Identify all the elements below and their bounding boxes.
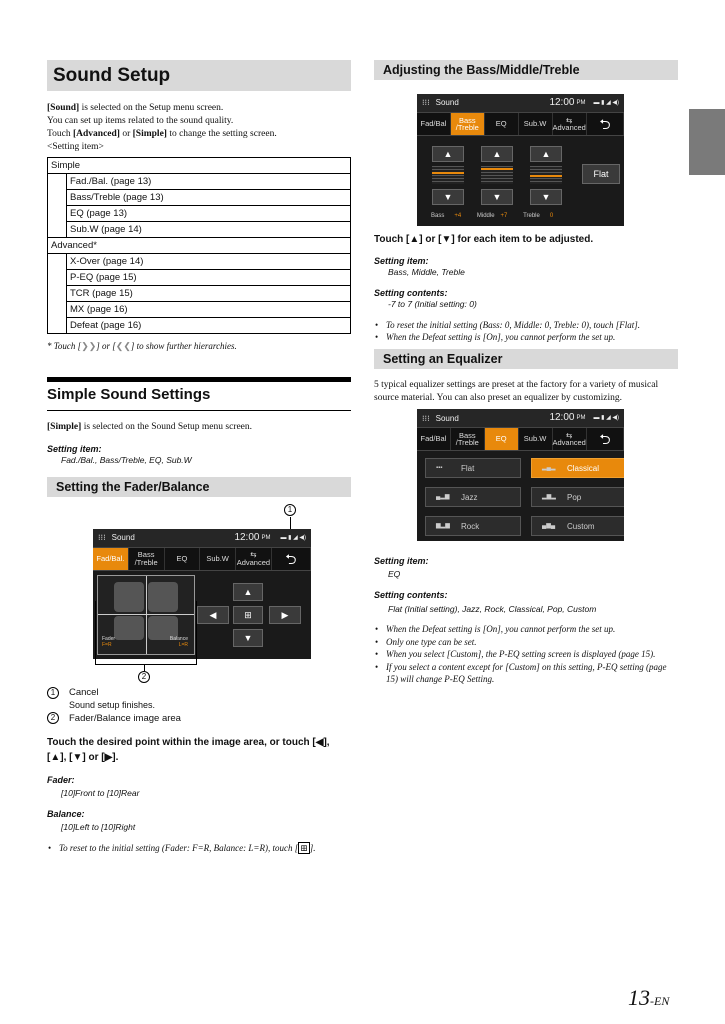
list-item: • When the Defeat setting is [On], you cannot perform the set up. [374, 331, 678, 343]
bmt-instruction [374, 233, 678, 247]
table-cell: MX (page 16) [67, 302, 351, 318]
tab-eq[interactable]: EQ [485, 428, 519, 450]
instr-text: ] or [ [419, 234, 442, 245]
middle-value: +7 [500, 213, 508, 219]
down-button[interactable] [233, 629, 263, 647]
bmt-contents-heading: Setting contents: [374, 287, 448, 298]
table-cell: Bass/Treble (page 13) [67, 190, 351, 206]
menu-icon: ⁝⁝⁝ [422, 413, 430, 423]
bass-down-button[interactable] [432, 189, 464, 205]
eq-pop-button[interactable] [531, 487, 624, 507]
eq-preset-icon: ▂▄▂ [542, 464, 556, 471]
intro-text-2: You can set up items related to the sound quality. [47, 116, 234, 127]
fader-heading: Fader: [47, 774, 75, 785]
bmt-readout [431, 212, 553, 220]
status-icons: ▬ ▮ ◢ ◀) [593, 99, 619, 106]
instr-text: ] or [ [82, 751, 105, 763]
tab-subw[interactable]: Sub.W [519, 113, 553, 135]
eq-preset-label: Jazz [461, 492, 478, 502]
balance-label: Balance [169, 635, 188, 642]
tab-fad-bal[interactable]: Fad/Bal [417, 113, 451, 135]
instr-text: Touch the desired point within the image area, or touch [ [47, 736, 316, 748]
tab-eq[interactable]: EQ [485, 113, 519, 135]
list-item: • When you select [Custom], the P-EQ setting screen is displayed (page 15). [374, 648, 678, 660]
eq-preset-icon: ▆▂▆ [436, 522, 450, 529]
treble-up-button[interactable] [530, 146, 562, 162]
treble-value: 0 [549, 213, 554, 219]
clock-pm: PM [261, 534, 271, 541]
up-arrow-icon: ▲ [50, 751, 61, 763]
cancel-button[interactable] [272, 548, 311, 570]
fader-instruction [47, 735, 351, 765]
eq-jazz-button[interactable] [425, 487, 521, 507]
left-arrow-icon: ◀ [315, 736, 324, 748]
tab-subw[interactable]: Sub.W [519, 428, 553, 450]
down-arrow-icon: ▼ [443, 191, 453, 202]
instr-text: Touch [ [374, 234, 410, 245]
swap-icon: ⇆ [566, 430, 573, 440]
menu-icon: ⁝⁝⁝ [98, 533, 106, 543]
eq-preset-label: Rock [461, 521, 480, 531]
return-icon: ⮌ [599, 116, 611, 132]
setting-items-table [47, 157, 351, 334]
tab-subw[interactable]: Sub.W [200, 548, 236, 570]
tab-bar [417, 112, 624, 136]
tab-bar [93, 547, 311, 571]
tab-advanced-label: Advanced [552, 438, 586, 448]
status-icons: ▬ ▮ ◢ ◀) [593, 414, 619, 421]
center-icon: ⊞ [300, 842, 308, 853]
intro-text: or [119, 129, 133, 140]
tab-fad-bal[interactable]: Fad/Bal [417, 428, 451, 450]
clock-pm: PM [576, 414, 586, 421]
setting-item-label: <Setting item> [47, 142, 104, 153]
swap-icon: ⇆ [250, 550, 257, 560]
bmt-item-heading: Setting item: [374, 255, 429, 266]
intro-bold: [Advanced] [72, 129, 120, 140]
eq-screen [417, 409, 624, 541]
sound-setup-title: Sound Setup [47, 60, 351, 91]
tab-bar [417, 427, 624, 451]
list-item: • When the Defeat setting is [On], you cannot perform the set up. [374, 623, 678, 635]
table-cell: EQ (page 13) [67, 206, 351, 222]
eq-rock-button[interactable] [425, 516, 521, 536]
eq-title: Setting an Equalizer [374, 349, 678, 369]
status-bar [417, 409, 624, 427]
intro-text: is selected on the Sound Setup menu screen. [81, 421, 253, 432]
cancel-label: Cancel [69, 687, 99, 699]
tab-advanced[interactable] [553, 428, 587, 450]
page-suffix: -EN [650, 994, 670, 1008]
down-arrow-icon: ▼ [441, 234, 452, 245]
intro-text: Touch [47, 129, 73, 140]
left-button[interactable] [197, 606, 229, 624]
intro-bold: [Simple] [47, 421, 82, 432]
legend-callout-1: 1 [47, 687, 59, 699]
tab-fad-bal[interactable]: Fad/Bal. [93, 548, 129, 570]
middle-down-button[interactable] [481, 189, 513, 205]
eq-preset-icon: ▂▆▂ [542, 493, 556, 500]
hierarchy-note [47, 340, 351, 352]
note-text: ] to show further hierarchies. [130, 341, 237, 352]
right-arrow-icon: ▶ [281, 609, 289, 620]
eq-classical-button[interactable] [531, 458, 624, 478]
cancel-desc: Sound setup finishes. [69, 700, 156, 711]
callout-1: 1 [284, 504, 296, 516]
list-item: • Only one type can be set. [374, 636, 678, 648]
status-bar [93, 529, 311, 547]
clock: 12:00 [549, 412, 575, 424]
eq-preset-label: Flat [461, 463, 475, 473]
right-button[interactable] [269, 606, 301, 624]
setting-item-value: Fad./Bal., Bass/Treble, EQ, Sub.W [61, 455, 192, 466]
tab-advanced-label: Advanced [552, 123, 586, 132]
tab-advanced[interactable] [236, 548, 272, 570]
page-number-value: 13 [628, 985, 650, 1010]
up-arrow-icon: ▲ [492, 148, 502, 159]
down-arrow-icon: ▼ [243, 632, 253, 643]
cancel-button[interactable] [587, 428, 624, 450]
right-arrow-icon: ▶ [104, 751, 113, 763]
tab-bass-treble[interactable]: Bass /Treble [451, 428, 485, 450]
tab-bass-treble[interactable]: Bass /Treble [129, 548, 165, 570]
note-text: ]. [309, 842, 316, 853]
flat-button[interactable]: Flat [582, 164, 620, 184]
eq-intro: 5 typical equalizer settings are preset at the factory for a variety of musical source material. You can also preset an equalizer by customizing. [374, 379, 659, 403]
down-arrow-icon: ▼ [72, 751, 83, 763]
list-item: • To reset the initial setting (Bass: 0, Middle: 0, Treble: 0), touch [Flat]. [374, 319, 678, 331]
eq-notes [374, 623, 678, 685]
fader-notes [47, 842, 351, 854]
instr-text: ], [ [60, 751, 73, 763]
table-cell: Fad./Bal. (page 13) [67, 174, 351, 190]
list-item [47, 842, 351, 854]
tab-advanced-label: Advanced [236, 557, 271, 567]
eq-contents-value: Flat (Initial setting), Jazz, Rock, Classical, Pop, Custom [388, 603, 597, 614]
eq-preset-icon: ▄▆▄ [542, 522, 556, 529]
simple-sound-intro [47, 421, 351, 434]
bmt-item-value: Bass, Middle, Treble [388, 267, 465, 278]
fader-value: F=R [102, 641, 112, 648]
down-arrow-icon: ▼ [492, 191, 502, 202]
cancel-button[interactable] [587, 113, 624, 135]
setting-item-heading: Setting item: [47, 443, 102, 454]
instr-text: [ [47, 751, 51, 763]
table-cell: P-EQ (page 15) [67, 270, 351, 286]
table-cell: TCR (page 15) [67, 286, 351, 302]
fader-balance-title: Setting the Fader/Balance [47, 477, 351, 497]
eq-contents-heading: Setting contents: [374, 590, 448, 601]
left-column [47, 60, 351, 854]
treble-down-button[interactable] [530, 189, 562, 205]
tab-advanced[interactable] [553, 113, 587, 135]
fader-range: [10]Front to [10]Rear [61, 788, 140, 799]
fader-figure [47, 497, 351, 667]
eq-item-heading: Setting item: [374, 556, 429, 567]
app-name: Sound [111, 533, 135, 543]
middle-up-button[interactable] [481, 146, 513, 162]
eq-preset-label: Custom [567, 521, 595, 531]
bass-level-bar [432, 166, 464, 184]
callout-2-marker [138, 671, 351, 684]
return-icon: ⮌ [285, 550, 297, 567]
page-number [628, 983, 669, 1013]
bass-up-button[interactable] [432, 146, 464, 162]
middle-label: Middle [476, 213, 495, 219]
menu-icon: ⁝⁝⁝ [422, 98, 430, 108]
instr-text: ] for each item to be adjusted. [451, 234, 594, 245]
sound-setup-intro [47, 102, 351, 154]
up-arrow-icon: ▲ [541, 148, 551, 159]
bass-value: +4 [454, 213, 462, 219]
instr-text: ]. [112, 751, 119, 763]
simple-header: Simple [48, 158, 351, 174]
tab-bass-treble[interactable]: Bass /Treble [451, 113, 485, 135]
bmt-notes [374, 319, 678, 344]
callout-2: 2 [138, 671, 150, 683]
intro-bold: [Simple] [132, 129, 167, 140]
center-icon: ⊞ [244, 609, 252, 620]
status-bar [417, 94, 624, 112]
image-area-label: Fader/Balance image area [69, 712, 181, 724]
intro-bold: [Sound] [47, 103, 80, 113]
eq-custom-button[interactable] [531, 516, 624, 536]
back-icon: ❮❮ [115, 341, 131, 352]
eq-preset-label: Pop [567, 492, 582, 502]
return-icon: ⮌ [599, 431, 611, 448]
balance-range: [10]Left to [10]Right [61, 822, 136, 833]
clock: 12:00 [549, 97, 575, 109]
bmt-screen [417, 94, 624, 226]
treble-label: Treble [523, 213, 540, 219]
right-column [374, 60, 678, 685]
tab-eq[interactable]: EQ [165, 548, 201, 570]
list-item: • If you select a content except for [Custom] on this setting, P-EQ setting (page 15) will change P-EQ Setting. [374, 661, 678, 686]
middle-level-bar [481, 166, 513, 184]
table-cell: Defeat (page 16) [67, 318, 351, 334]
eq-preset-icon: ▪▪▪ [436, 464, 443, 471]
intro-text: to change the setting screen. [166, 129, 277, 140]
clock-pm: PM [576, 99, 586, 106]
legend-callout-2: 2 [47, 712, 59, 724]
bmt-contents-value: -7 to 7 (Initial setting: 0) [388, 299, 477, 310]
intro-text: is selected on the Setup menu screen. [79, 103, 224, 113]
eq-item-value: EQ [388, 569, 401, 580]
treble-level-bar [530, 166, 562, 184]
up-arrow-icon: ▲ [443, 148, 453, 159]
eq-preset-icon: ▄▂▆ [436, 493, 450, 500]
note-text: ] or [ [96, 341, 116, 352]
eq-flat-button[interactable] [425, 458, 521, 478]
advanced-header: Advanced* [48, 238, 351, 254]
up-arrow-icon: ▲ [409, 234, 420, 245]
note-text: To reset to the initial setting (Fader: F=R, Balance: L=R), touch [ [59, 842, 299, 853]
instr-text: ], [323, 736, 330, 748]
center-button[interactable] [233, 606, 263, 624]
table-cell: X-Over (page 14) [67, 254, 351, 270]
app-name: Sound [435, 413, 459, 423]
up-arrow-icon: ▲ [243, 586, 253, 597]
down-arrow-icon: ▼ [541, 191, 551, 202]
swap-icon: ⇆ [566, 115, 573, 125]
callout-legend [47, 686, 351, 725]
bmt-title: Adjusting the Bass/Middle/Treble [374, 60, 678, 80]
app-name: Sound [435, 98, 459, 108]
eq-preset-label: Classical [567, 463, 600, 473]
simple-sound-title: Simple Sound Settings [47, 377, 351, 411]
left-arrow-icon: ◀ [209, 609, 217, 620]
fader-label: Fader [102, 635, 116, 642]
status-icons: ▬ ▮ ◢ ◀) [280, 534, 306, 541]
forward-icon: ❯❯ [81, 341, 97, 352]
balance-value: L=R [178, 641, 188, 648]
up-button[interactable] [233, 583, 263, 601]
balance-heading: Balance: [47, 808, 85, 819]
note-text: * Touch [ [47, 341, 82, 352]
table-cell: Sub.W (page 14) [67, 222, 351, 238]
bass-label: Bass [431, 213, 445, 219]
chapter-tab [689, 109, 725, 175]
clock: 12:00 [234, 531, 260, 543]
